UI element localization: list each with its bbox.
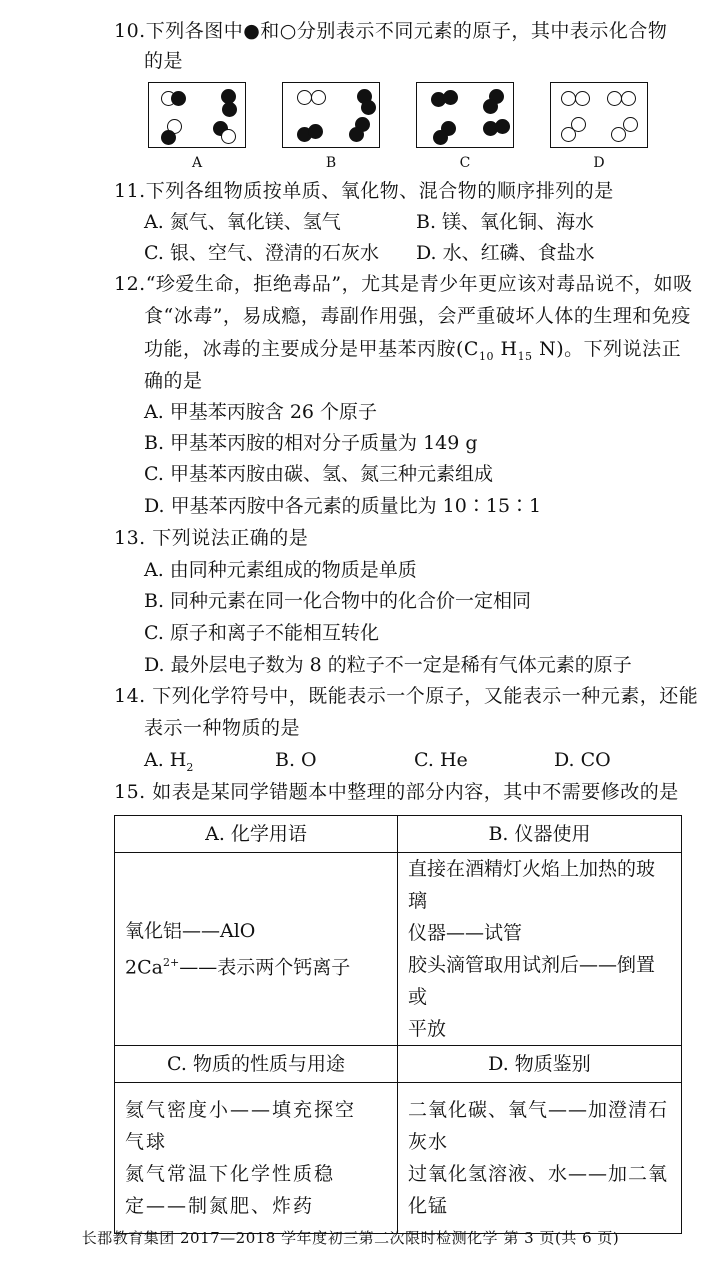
q14-option-a bbox=[144, 747, 193, 781]
q15-header-c: C. 物质的性质与用途 bbox=[115, 1046, 398, 1083]
q15-d-line2: 灰水 bbox=[408, 1131, 449, 1153]
q10-label-b: B bbox=[325, 155, 337, 171]
hydrogen-subscript: 15 bbox=[517, 349, 533, 363]
q11-option-a: A. 氮气、氧化镁、氢气 bbox=[144, 211, 341, 233]
open-atom bbox=[221, 129, 236, 144]
q15-cell-a bbox=[115, 853, 398, 1046]
filled-atom bbox=[161, 130, 176, 145]
q11-option-c: C. 银、空气、澄清的石灰水 bbox=[144, 242, 379, 264]
q10-label-a: A bbox=[191, 155, 203, 171]
q15-c-line1: 氦气密度小——填充探空 bbox=[125, 1099, 357, 1121]
q12-stem-line3 bbox=[144, 336, 681, 370]
q14-option-b: B. O bbox=[275, 749, 317, 771]
q15-cell-b bbox=[398, 853, 682, 1046]
filled-atom bbox=[171, 91, 186, 106]
q15-header-a: A. 化学用语 bbox=[115, 816, 398, 853]
q11-option-b: B. 镁、氧化铜、海水 bbox=[416, 211, 595, 233]
q15-cell-d bbox=[398, 1083, 682, 1234]
filled-atom bbox=[443, 90, 458, 105]
q15-d-line1: 二氧化碳、氧气——加澄清石 bbox=[408, 1099, 669, 1121]
q15-b-line4: 平放 bbox=[408, 1018, 447, 1040]
q10-label-d: D bbox=[593, 155, 605, 171]
q14-option-a-text: A. H bbox=[144, 749, 187, 771]
q15-c-line3: 氮气常温下化学性质稳 bbox=[125, 1163, 336, 1185]
q15-d-line3: 过氧化氢溶液、水——加二氧 bbox=[408, 1163, 669, 1185]
q15-b-line1: 直接在酒精灯火焰上加热的玻璃 bbox=[408, 858, 656, 912]
q10-stem-line1: 10.下列各图中●和○分别表示不同元素的原子，其中表示化合物 bbox=[114, 20, 668, 42]
q15-a-line2-formula: 2Ca bbox=[125, 956, 163, 979]
q10-stem-line2: 的是 bbox=[144, 50, 184, 72]
q15-b-line2: 仪器——试管 bbox=[408, 922, 523, 944]
q11-stem: 11.下列各组物质按单质、氧化物、混合物的顺序排列的是 bbox=[114, 180, 614, 202]
q14-stem-line2: 表示一种物质的是 bbox=[144, 717, 301, 739]
q15-b-line3: 胶头滴管取用试剂后——倒置或 bbox=[408, 954, 656, 1008]
q10-diagram-d bbox=[550, 82, 648, 148]
page-footer: 长郡教育集团 2017—2018 学年度初三第二次限时检测化学 第 3 页(共 6 页) bbox=[81, 1229, 620, 1247]
q15-header-d: D. 物质鉴别 bbox=[398, 1046, 682, 1083]
q15-a-line2-text: ——表示两个钙离子 bbox=[179, 956, 351, 979]
q15-d-line4: 化锰 bbox=[408, 1195, 449, 1217]
q14-option-c: C. He bbox=[414, 749, 468, 771]
open-atom bbox=[311, 90, 326, 105]
filled-atom bbox=[308, 124, 323, 139]
q15-cell-c bbox=[115, 1083, 398, 1234]
q12-option-b: B. 甲基苯丙胺的相对分子质量为 149 g bbox=[144, 432, 478, 454]
filled-atom bbox=[483, 99, 498, 114]
q12-text-a: 功能，冰毒的主要成分是甲基苯丙胺(C bbox=[144, 338, 479, 360]
q12-stem-line1: 12.“珍爱生命，拒绝毒品”，尤其是青少年更应该对毒品说不，如吸 bbox=[114, 273, 693, 295]
q10-diagram-b bbox=[282, 82, 380, 148]
q15-a-line2-charge: 2+ bbox=[162, 955, 180, 969]
filled-atom bbox=[361, 100, 376, 115]
q15-header-b: B. 仪器使用 bbox=[398, 816, 682, 853]
q15-a-line1: 氧化铝——AlO bbox=[125, 919, 256, 942]
q15-a-line2 bbox=[125, 947, 387, 983]
q12-option-a: A. 甲基苯丙胺含 26 个原子 bbox=[144, 401, 378, 423]
q11-option-d: D. 水、红磷、食盐水 bbox=[416, 242, 595, 264]
carbon-subscript: 10 bbox=[478, 349, 494, 363]
q10-label-c: C bbox=[459, 155, 471, 171]
q12-option-d: D. 甲基苯丙胺中各元素的质量比为 10∶15∶1 bbox=[144, 495, 542, 517]
q13-option-b: B. 同种元素在同一化合物中的化合价一定相同 bbox=[144, 590, 532, 612]
q12-text-c: N)。下列说法正 bbox=[532, 338, 682, 360]
filled-atom bbox=[495, 119, 510, 134]
q14-option-d: D. CO bbox=[554, 749, 611, 771]
filled-atom bbox=[433, 130, 448, 145]
open-atom bbox=[571, 117, 586, 132]
open-atom bbox=[575, 91, 590, 106]
q13-option-c: C. 原子和离子不能相互转化 bbox=[144, 622, 379, 644]
q13-option-a: A. 由同种元素组成的物质是单质 bbox=[144, 559, 417, 581]
q12-stem-line4: 确的是 bbox=[144, 370, 203, 392]
q14-option-a-subscript: 2 bbox=[186, 760, 194, 774]
filled-atom bbox=[222, 102, 237, 117]
q13-option-d: D. 最外层电子数为 8 的粒子不一定是稀有气体元素的原子 bbox=[144, 654, 632, 676]
open-atom bbox=[623, 117, 638, 132]
open-atom bbox=[621, 91, 636, 106]
q14-stem-line1: 14. 下列化学符号中，既能表示一个原子，又能表示一种元素，还能 bbox=[114, 685, 699, 707]
q10-diagram-a bbox=[148, 82, 246, 148]
open-atom bbox=[561, 91, 576, 106]
open-atom bbox=[297, 90, 312, 105]
q12-text-b: H bbox=[493, 338, 518, 360]
q13-stem: 13. 下列说法正确的是 bbox=[114, 527, 309, 549]
q15-c-line4: 定——制氮肥、炸药 bbox=[125, 1195, 315, 1217]
q15-table bbox=[114, 815, 682, 1234]
q12-option-c: C. 甲基苯丙胺由碳、氢、氮三种元素组成 bbox=[144, 463, 493, 485]
q10-diagram-c bbox=[416, 82, 514, 148]
q15-c-line2: 气球 bbox=[125, 1131, 168, 1153]
q12-stem-line2: 食“冰毒”，易成瘾，毒副作用强，会严重破坏人体的生理和免疫 bbox=[144, 305, 691, 327]
filled-atom bbox=[349, 127, 364, 142]
q15-stem: 15. 如表是某同学错题本中整理的部分内容，其中不需要修改的是 bbox=[114, 781, 679, 803]
open-atom bbox=[607, 91, 622, 106]
